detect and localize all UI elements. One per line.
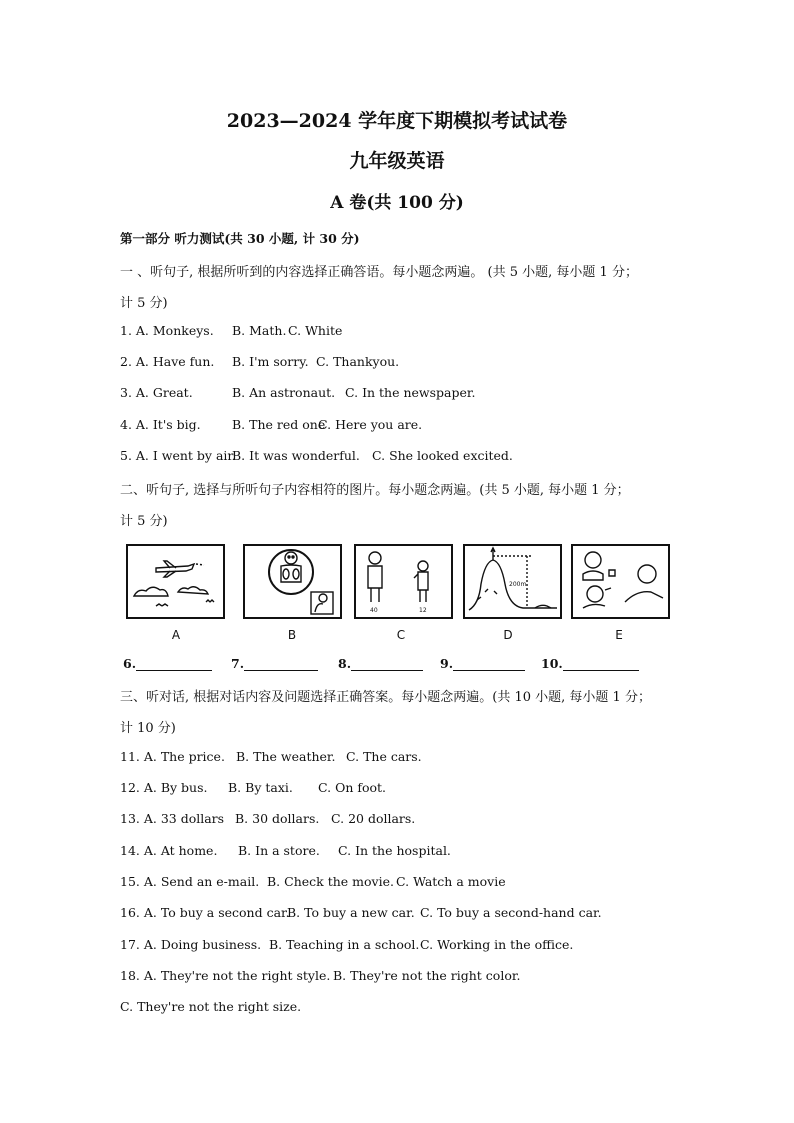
- picture-e-conversation: [571, 544, 670, 619]
- option-c: C. She looked excited.: [372, 448, 513, 463]
- section1-instruction-line2: 计 5 分): [120, 296, 168, 311]
- option-a: 12. A. By bus.: [120, 780, 208, 795]
- picture-c-right-number: 12: [419, 607, 427, 614]
- picture-d-mountain: [463, 544, 562, 619]
- blank-number: 9.: [440, 656, 454, 671]
- section2-instruction-line1: 二、听句子, 选择与所听句子内容相符的图片。每小题念两遍。(共 5 小题, 每小题 1 分；: [120, 483, 630, 498]
- blank-number: 8.: [338, 656, 352, 671]
- option-b: B. Math.: [232, 323, 287, 338]
- answer-blank-6[interactable]: [123, 656, 212, 671]
- option-a: 13. A. 33 dollars: [120, 811, 225, 826]
- option-b: B. 30 dollars.: [235, 811, 320, 826]
- picture-b-astronaut: [243, 544, 342, 619]
- exam-subject: 九年级英语: [349, 150, 445, 172]
- blank-number: 6.: [123, 656, 137, 671]
- section3-instruction-line1: 三、听对话, 根据对话内容及问题选择正确答案。每小题念两遍。(共 10 小题, 每小题 1 分；: [120, 690, 651, 705]
- option-a: 17. A. Doing business.: [120, 937, 262, 952]
- option-a: 5. A. I went by air.: [120, 448, 236, 463]
- blank-number: 10.: [541, 656, 563, 671]
- option-c: C. Here you are.: [318, 417, 423, 432]
- section2-instruction-line2: 计 5 分): [120, 514, 168, 529]
- option-b: B. I'm sorry.: [232, 354, 309, 369]
- option-a: 14. A. At home.: [120, 843, 218, 858]
- section3-instruction-line2: 计 10 分): [120, 721, 176, 736]
- answer-blank-9[interactable]: [440, 656, 525, 671]
- option-c: C. Thankyou.: [316, 354, 400, 369]
- blank-number: 7.: [231, 656, 245, 671]
- option-b: B. It was wonderful.: [232, 448, 360, 463]
- part1-heading: 第一部分 听力测试(共 30 小题, 计 30 分): [120, 231, 360, 246]
- picture-label-e: E: [615, 628, 623, 642]
- option-b: B. By taxi.: [228, 780, 293, 795]
- option-b: B. In a store.: [238, 843, 320, 858]
- option-b: B. Teaching in a school.: [269, 937, 420, 952]
- answer-blank-8[interactable]: [338, 656, 423, 671]
- option-c: C. In the hospital.: [338, 843, 451, 858]
- picture-label-c: C: [396, 628, 406, 642]
- option-a: 16. A. To buy a second car.: [120, 905, 290, 920]
- answer-blank-10[interactable]: [541, 656, 639, 671]
- picture-c-two-people: [354, 544, 453, 619]
- picture-c-left-number: 40: [370, 607, 378, 614]
- exam-title: 2023—2024 学年度下期模拟考试试卷: [226, 110, 568, 132]
- option-b: B. To buy a new car.: [287, 905, 415, 920]
- option-b: B. The red one: [232, 417, 326, 432]
- option-c: C. On foot.: [318, 780, 387, 795]
- option-a: 15. A. Send an e-mail.: [120, 874, 260, 889]
- picture-label-d: D: [503, 628, 513, 642]
- option-a: 3. A. Great.: [120, 385, 193, 400]
- answer-blank-7[interactable]: [231, 656, 318, 671]
- question-18-option-c: C. They're not the right size.: [120, 999, 302, 1014]
- option-b: B. Check the movie.: [267, 874, 394, 889]
- option-c: C. The cars.: [346, 749, 422, 764]
- option-c: C. To buy a second-hand car.: [420, 905, 602, 920]
- picture-d-height-label: 200m: [509, 581, 527, 588]
- option-b: B. The weather.: [236, 749, 336, 764]
- option-c: C. White: [288, 323, 343, 338]
- option-a: 1. A. Monkeys.: [120, 323, 214, 338]
- option-a: 11. A. The price.: [120, 749, 225, 764]
- option-a: 4. A. It's big.: [120, 417, 201, 432]
- option-b: B. They're not the right color.: [333, 968, 521, 983]
- option-a: 2. A. Have fun.: [120, 354, 215, 369]
- option-b: B. An astronaut.: [232, 385, 336, 400]
- picture-label-a: A: [171, 628, 181, 642]
- picture-label-b: B: [287, 628, 297, 642]
- option-c: C. Working in the office.: [420, 937, 574, 952]
- option-a: 18. A. They're not the right style.: [120, 968, 331, 983]
- option-c: C. In the newspaper.: [345, 385, 476, 400]
- section1-instruction-line1: 一 、听句子, 根据所听到的内容选择正确答语。每小题念两遍。 (共 5 小题, 每小题 1 分；: [120, 265, 638, 280]
- exam-volume: A 卷(共 100 分): [330, 193, 464, 213]
- option-c: C. Watch a movie: [396, 874, 506, 889]
- picture-a-airplane: [126, 544, 225, 619]
- option-c: C. 20 dollars.: [331, 811, 416, 826]
